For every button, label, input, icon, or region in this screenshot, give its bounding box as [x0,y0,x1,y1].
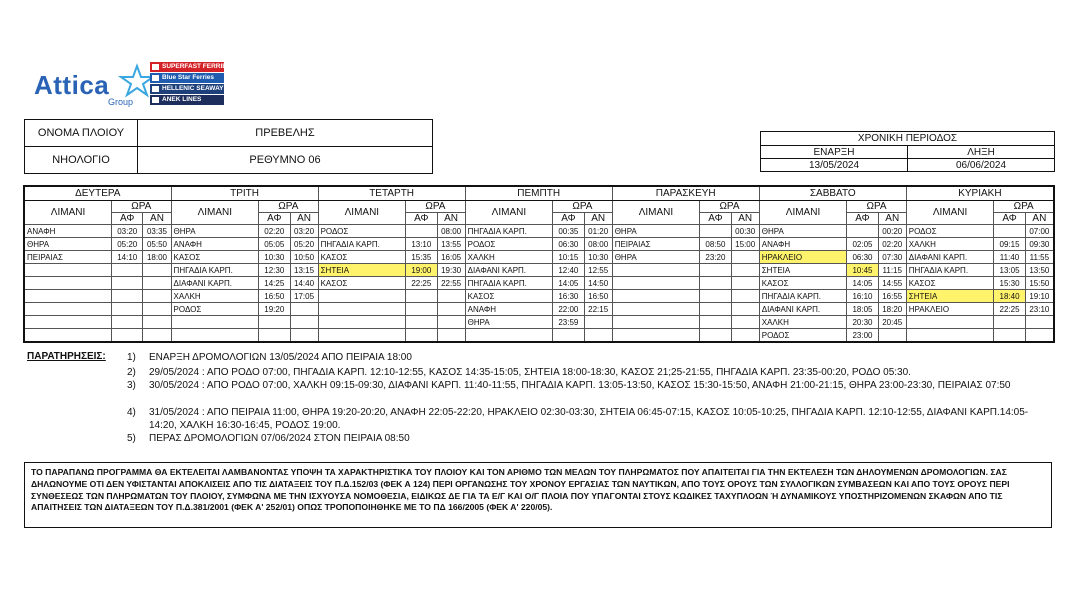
departure-cell: 02:20 [259,225,290,238]
remark-text: 29/05/2024 : ΑΠΟ ΡΟΔΟ 07:00, ΠΗΓΑΔΙΑ ΚΑΡΠ. 12:10-12:55, ΚΑΣΟΣ 14:35-15:05, ΣΗΤΕΙΑ 18:00-18:30, ΚΑΣΟΣ 21;25-21:55, ΠΗΓΑΔΙΑ ΚΑΡΠ. 23:35-00:20, ΡΟΔΟ 05:30. [149,367,911,378]
port-cell: ΠΕΙΡΑΙΑΣ [24,251,112,264]
arrival-cell: 13:15 [290,264,318,277]
departure-cell: 23:59 [553,316,584,329]
time-header: ΩΡΑ [112,201,172,213]
time-header: ΩΡΑ [406,201,466,213]
port-cell [906,329,994,343]
remark-number: 3) [127,380,136,391]
arrival-cell: 18:00 [143,251,171,264]
port-cell: ΠΗΓΑΔΙΑ ΚΑΡΠ. [318,238,406,251]
table-row [24,277,1054,290]
departure-cell [406,316,437,329]
departure-cell [700,316,731,329]
departure-cell [406,329,437,343]
port-cell: ΠΗΓΑΔΙΑ ΚΑΡΠ. [759,290,847,303]
table-row [24,225,1054,238]
port-header: ΛΙΜΑΝΙ [318,201,406,225]
arrival-cell [731,329,759,343]
departure-cell [406,290,437,303]
departure-cell: 02:05 [847,238,878,251]
port-cell: ΧΑΛΚΗ [465,251,553,264]
departure-cell [112,264,143,277]
arrival-cell [437,329,465,343]
departure-cell: 16:30 [553,290,584,303]
port-cell: ΚΑΣΟΣ [171,251,259,264]
table-row [24,290,1054,303]
departure-cell [700,225,731,238]
port-header: ΛΙΜΑΝΙ [24,201,112,225]
departure-cell: 14:10 [112,251,143,264]
departure-header: ΑΦ [994,213,1025,225]
port-cell: ΑΝΑΦΗ [465,303,553,316]
brand-logo: Blue Star Ferries [150,73,224,83]
remark-number: 2) [127,367,136,378]
port-cell [318,329,406,343]
departure-cell: 16:10 [847,290,878,303]
arrival-cell: 08:00 [584,238,612,251]
time-header: ΩΡΑ [700,201,760,213]
port-header: ΛΙΜΑΝΙ [465,201,553,225]
port-cell [318,303,406,316]
remark-item [127,379,1049,392]
port-cell: ΡΟΔΟΣ [318,225,406,238]
departure-cell: 10:30 [259,251,290,264]
port-cell: ΚΑΣΟΣ [465,290,553,303]
arrival-cell: 13:55 [437,238,465,251]
departure-cell: 06:30 [847,251,878,264]
departure-cell [994,316,1025,329]
departure-cell [112,290,143,303]
brand-mark-icon [152,86,159,92]
arrival-cell: 23:10 [1025,303,1054,316]
period-start-label: ΕΝΑΡΞΗ [761,146,908,159]
departure-cell: 22:25 [406,277,437,290]
arrival-cell: 22:15 [584,303,612,316]
departure-cell: 12:40 [553,264,584,277]
period-end-label: ΛΗΞΗ [908,146,1055,159]
day-name: ΤΡΙΤΗ [171,186,318,201]
port-cell: ΣΗΤΕΙΑ [318,264,406,277]
port-cell: ΠΗΓΑΔΙΑ ΚΑΡΠ. [465,277,553,290]
arrival-cell [731,316,759,329]
arrival-header: ΑΝ [290,213,318,225]
arrival-cell: 15:00 [731,238,759,251]
port-cell: ΚΑΣΟΣ [318,277,406,290]
company-logo [30,62,230,112]
port-cell [612,316,700,329]
ship-info-table [24,119,433,174]
departure-cell: 16:50 [259,290,290,303]
arrival-cell [584,329,612,343]
departure-cell [112,303,143,316]
port-cell: ΘΗΡΑ [171,225,259,238]
arrival-cell [290,316,318,329]
arrival-cell: 07:00 [1025,225,1054,238]
departure-cell: 18:05 [847,303,878,316]
port-cell: ΘΗΡΑ [465,316,553,329]
table-row [24,251,1054,264]
remark-text: 31/05/2024 : ΑΠΟ ΠΕΙΡΑΙΑ 11:00, ΘΗΡΑ 19:20-20:20, ΑΝΑΦΗ 22:05-22:20, ΗΡΑΚΛΕΙΟ 02:30-03:30, ΣΗΤΕΙΑ 06:45-07:15, ΚΑΣΟΣ 10:05-10:25, ΠΗΓΑΔΙΑ ΚΑΡΠ. 12:10-12:55, ΔΙΑΦΑΝΙ ΚΑΡΠ.14:05-14:20, ΧΑΛΚΗ 16:30-16:45, ΡΟΔΟΣ 19:00. [149,407,1029,431]
port-cell [612,290,700,303]
remark-item [127,366,1049,379]
table-row [24,303,1054,316]
departure-cell [700,329,731,343]
table-row [24,316,1054,329]
port-cell: ΠΗΓΑΔΙΑ ΚΑΡΠ. [171,264,259,277]
port-cell: ΑΝΑΦΗ [24,225,112,238]
arrival-header: ΑΝ [731,213,759,225]
brand-logo: SUPERFAST FERRIES [150,62,224,72]
departure-cell [700,277,731,290]
arrival-cell [731,251,759,264]
arrival-header: ΑΝ [584,213,612,225]
departure-cell [112,316,143,329]
table-row [24,264,1054,277]
departure-cell: 18:40 [994,290,1025,303]
departure-cell [112,277,143,290]
arrival-cell: 03:35 [143,225,171,238]
departure-cell: 05:20 [112,238,143,251]
port-cell: ΗΡΑΚΛΕΙΟ [759,251,847,264]
port-cell: ΡΟΔΟΣ [759,329,847,343]
arrival-cell: 14:55 [878,277,906,290]
departure-cell: 10:45 [847,264,878,277]
arrival-cell: 09:30 [1025,238,1054,251]
remark-number: 5) [127,433,136,444]
port-header: ΛΙΜΑΝΙ [171,201,259,225]
departure-cell: 03:20 [112,225,143,238]
port-cell [24,329,112,343]
arrival-cell [143,264,171,277]
departure-cell: 12:30 [259,264,290,277]
arrival-cell [437,290,465,303]
arrival-cell [1025,329,1054,343]
arrival-cell [878,329,906,343]
arrival-cell: 14:40 [290,277,318,290]
period-title: ΧΡΟΝΙΚΗ ΠΕΡΙΟΔΟΣ [761,132,1055,146]
port-cell: ΧΑΛΚΗ [906,238,994,251]
port-cell [24,303,112,316]
port-cell: ΠΗΓΑΔΙΑ ΚΑΡΠ. [906,264,994,277]
arrival-cell: 05:20 [290,238,318,251]
departure-header: ΑΦ [112,213,143,225]
port-cell: ΠΕΙΡΑΙΑΣ [612,238,700,251]
arrival-cell: 07:30 [878,251,906,264]
port-cell [318,316,406,329]
arrival-cell [290,303,318,316]
day-name: ΠΕΜΠΤΗ [465,186,612,201]
departure-cell [700,290,731,303]
departure-cell: 05:05 [259,238,290,251]
port-cell: ΔΙΑΦΑΝΙ ΚΑΡΠ. [906,251,994,264]
arrival-header: ΑΝ [437,213,465,225]
departure-cell [700,264,731,277]
departure-cell: 19:00 [406,264,437,277]
arrival-cell [731,303,759,316]
arrival-cell: 10:50 [290,251,318,264]
period-table [760,131,1055,172]
remark-item [127,432,1049,445]
port-header: ΛΙΜΑΝΙ [906,201,994,225]
port-cell: ΣΗΤΕΙΑ [759,264,847,277]
departure-cell: 10:15 [553,251,584,264]
arrival-cell: 14:50 [584,277,612,290]
port-cell: ΑΝΑΦΗ [171,238,259,251]
registry-label: ΝΗΟΛΟΓΙΟ [25,147,138,174]
port-cell [612,277,700,290]
port-cell: ΘΗΡΑ [612,225,700,238]
day-header-row [24,186,1054,201]
departure-cell [553,329,584,343]
arrival-cell [731,277,759,290]
port-cell: ΚΑΣΟΣ [759,277,847,290]
departure-cell [112,329,143,343]
time-header: ΩΡΑ [259,201,319,213]
arrival-cell [143,277,171,290]
arrival-cell: 03:20 [290,225,318,238]
port-cell: ΚΑΣΟΣ [906,277,994,290]
remark-text: ΠΕΡΑΣ ΔΡΟΜΟΛΟΓΙΩΝ 07/06/2024 ΣΤΟΝ ΠΕΙΡΑΙΑ 08:50 [149,433,410,444]
departure-cell: 23:20 [700,251,731,264]
port-cell: ΡΟΔΟΣ [906,225,994,238]
departure-cell [259,329,290,343]
port-cell: ΡΟΔΟΣ [171,303,259,316]
port-cell [24,290,112,303]
port-cell: ΧΑΛΚΗ [759,316,847,329]
port-cell: ΘΗΡΑ [24,238,112,251]
port-cell [318,290,406,303]
departure-cell: 20:30 [847,316,878,329]
departure-cell: 11:40 [994,251,1025,264]
remark-item [127,351,1049,364]
time-header: ΩΡΑ [553,201,613,213]
logo-name: Attica [34,70,110,100]
ship-name-label: ΟΝΟΜΑ ΠΛΟΙΟΥ [25,120,138,147]
port-cell [171,316,259,329]
arrival-cell: 12:55 [584,264,612,277]
period-start: 13/05/2024 [761,159,908,172]
departure-cell: 06:30 [553,238,584,251]
arrival-cell [731,264,759,277]
port-cell [24,316,112,329]
arrival-cell [1025,316,1054,329]
port-cell: ΔΙΑΦΑΝΙ ΚΑΡΠ. [759,303,847,316]
arrival-cell: 16:55 [878,290,906,303]
port-cell: ΡΟΔΟΣ [465,238,553,251]
port-cell [24,277,112,290]
day-name: ΔΕΥΤΕΡΑ [24,186,171,201]
arrival-cell: 10:30 [584,251,612,264]
arrival-cell: 22:55 [437,277,465,290]
departure-cell: 13:05 [994,264,1025,277]
arrival-cell: 19:10 [1025,290,1054,303]
remark-text: ΕΝΑΡΞΗ ΔΡΟΜΟΛΟΓΙΩΝ 13/05/2024 ΑΠΟ ΠΕΙΡΑΙΑ 18:00 [149,352,412,363]
port-cell: ΔΙΑΦΑΝΙ ΚΑΡΠ. [465,264,553,277]
arrival-cell: 00:30 [731,225,759,238]
departure-cell: 22:25 [994,303,1025,316]
arrival-cell [584,316,612,329]
remark-text: 30/05/2024 : ΑΠΟ ΡΟΔΟ 07:00, ΧΑΛΚΗ 09:15-09:30, ΔΙΑΦΑΝΙ ΚΑΡΠ. 11:40-11:55, ΠΗΓΑΔΙΑ ΚΑΡΠ. 13:05-13:50, ΚΑΣΟΣ 15:30-15:50, ΑΝΑΦΗ 21:00-21:15, ΘΗΡΑ 23:00-23:30, ΠΕΙΡΑΙΑΣ 07:50 [149,380,1011,391]
schedule-table [23,185,1055,343]
port-cell [171,329,259,343]
departure-cell: 14:05 [847,277,878,290]
day-name: ΠΑΡΑΣΚΕΥΗ [612,186,759,201]
legal-footer: ΤΟ ΠΑΡΑΠΑΝΩ ΠΡΟΓΡΑΜΜΑ ΘΑ ΕΚΤΕΛΕΙΤΑΙ ΛΑΜΒΑΝΟΝΤΑΣ ΥΠΟΨΗ ΤΑ ΧΑΡΑΚΤΗΡΙΣΤΙΚΑ ΤΟΥ ΠΛΟΙΟΥ ΚΑΙ ΤΟΝ ΑΡΙΘΜΟ ΤΩΝ ΜΕΛΩΝ ΤΟΥ ΠΛΗΡΩΜΑΤΟΣ ΠΟΥ ΑΠΑΙΤΕΙΤΑΙ ΓΙΑ ΤΗΝ ΕΚΤΕΛΕΣΗ ΤΩΝ ΔΗΛΟΥΜΕΝΩΝ ΔΡΟΜΟΛΟΓΙΩΝ. ΣΑΣ ΔΗΛΩΝΟΥΜΕ ΟΤΙ ΔΕΝ ΥΦΙΣΤΑΝΤΑΙ ΑΠΟΚΛΙΣΕΙΣ ΑΠΟ ΤΙΣ ΔΙΑΤΑΞΕΙΣ ΤΟΥ Π.Δ.152/03 (ΦΕΚ Α 124) ΠΕΡΙ ΟΡΓΑΝΩΣΗΣ ΤΟΥ ΧΡΟΝΟΥ ΕΡΓΑΣΙΑΣ ΤΩΝ ΝΑΥΤΙΚΩΝ, ΑΠΟ ΤΟΥΣ ΟΡΟΥΣ ΤΩΝ ΣΥΛΛΟΓΙΚΩΝ ΣΥΜΒΑΣΕΩΝ ΚΑΙ ΑΠΟ ΤΟΥΣ ΟΡΟΥΣ ΠΕΡΙ ΣΥΝΘΕΣΕΩΣ ΤΩΝ ΠΛΗΡΩΜΑΤΩΝ ΤΟΥ ΠΛΟΙΟΥ, ΣΥΜΦΩΝΑ ΜΕ ΤΗΝ ΙΣΧΥΟΥΣΑ ΝΟΜΟΘΕΣΙΑ, ΕΙΔΙΚΩΣ ΔΕ ΓΙΑ ΤΑ Ε/Γ ΚΑΙ Ο/Γ ΠΛΟΙΑ ΠΟΥ ΥΠΑΓΟΝΤΑΙ ΣΤΟΥΣ ΚΩΔΙΚΕΣ ΤΑΧΥΠΛΟΩΝ Ή ΔΥΝΑΜΙΚΟΥΣ ΥΠΟΣΤΗΡΙΖΟΜΕΝΩΝ ΣΚΑΦΩΝ ΑΠΟ ΤΙΣ ΑΠΑΙΤΗΣΕΙΣ ΤΩΝ ΔΙΑΤΑΞΕΩΝ ΤΟΥ Π.Δ.381/2001 (ΦΕΚ Α' 252/01) ΟΠΩΣ ΤΡΟΠΟΠΟΙΗΘΗΚΕ ΜΕ ΤΟ ΠΔ 166/2005 (ΦΕΚ Α' 220/05). [24,462,1052,528]
departure-cell: 08:50 [700,238,731,251]
port-cell [465,329,553,343]
port-header: ΛΙΜΑΝΙ [759,201,847,225]
registry-value: ΡΕΘΥΜΝΟ 06 [138,147,433,174]
departure-cell [994,329,1025,343]
port-cell [612,303,700,316]
port-cell [906,316,994,329]
arrival-cell: 01:20 [584,225,612,238]
day-name: ΤΕΤΑΡΤΗ [318,186,465,201]
arrival-cell: 15:50 [1025,277,1054,290]
departure-cell [406,225,437,238]
port-header: ΛΙΜΑΝΙ [612,201,700,225]
day-name: ΚΥΡΙΑΚΗ [906,186,1054,201]
departure-cell: 14:25 [259,277,290,290]
port-cell: ΣΗΤΕΙΑ [906,290,994,303]
arrival-cell: 17:05 [290,290,318,303]
arrival-cell [143,303,171,316]
arrival-cell [437,303,465,316]
day-name: ΣΑΒΒΑΤΟ [759,186,906,201]
port-cell: ΘΗΡΑ [612,251,700,264]
departure-cell: 22:00 [553,303,584,316]
logo-group: Group [108,97,134,107]
departure-cell [259,316,290,329]
port-cell [24,264,112,277]
departure-cell: 19:20 [259,303,290,316]
departure-cell [700,303,731,316]
port-cell [612,264,700,277]
column-header-row [24,201,1054,213]
departure-header: ΑΦ [700,213,731,225]
port-cell: ΔΙΑΦΑΝΙ ΚΑΡΠ. [171,277,259,290]
remark-number: 4) [127,407,136,418]
departure-cell [847,225,878,238]
arrival-cell: 20:45 [878,316,906,329]
time-header: ΩΡΑ [994,201,1054,213]
remark-item [127,406,1049,432]
departure-cell: 23:00 [847,329,878,343]
departure-cell: 09:15 [994,238,1025,251]
arrival-header: ΑΝ [1025,213,1054,225]
brand-logo: HELLENIC SEAWAYS [150,84,224,94]
arrival-cell: 08:00 [437,225,465,238]
port-cell: ΗΡΑΚΛΕΙΟ [906,303,994,316]
departure-cell: 13:10 [406,238,437,251]
table-row [24,329,1054,343]
departure-cell: 15:35 [406,251,437,264]
remark-number: 1) [127,352,136,363]
time-header: ΩΡΑ [847,201,907,213]
ship-name-value: ΠΡΕΒΕΛΗΣ [138,120,433,147]
port-cell: ΑΝΑΦΗ [759,238,847,251]
brand-mark-icon [152,75,159,81]
brand-mark-icon [152,97,159,103]
departure-cell [994,225,1025,238]
arrival-cell: 05:50 [143,238,171,251]
port-cell: ΚΑΣΟΣ [318,251,406,264]
departure-cell: 00:35 [553,225,584,238]
star-icon [120,64,154,96]
brand-logo: ANEK LINES [150,95,224,105]
arrival-cell: 11:55 [1025,251,1054,264]
departure-header: ΑΦ [406,213,437,225]
remarks-title: ΠΑΡΑΤΗΡΗΣΕΙΣ: [27,351,106,362]
table-row [24,238,1054,251]
arrival-cell: 16:05 [437,251,465,264]
arrival-cell: 16:50 [584,290,612,303]
port-cell: ΧΑΛΚΗ [171,290,259,303]
period-end: 06/06/2024 [908,159,1055,172]
arrival-cell [143,290,171,303]
departure-cell: 15:30 [994,277,1025,290]
departure-header: ΑΦ [847,213,878,225]
arrival-cell: 13:50 [1025,264,1054,277]
departure-header: ΑΦ [553,213,584,225]
arrival-cell: 18:20 [878,303,906,316]
arrival-cell: 19:30 [437,264,465,277]
departure-cell [406,303,437,316]
arrival-header: ΑΝ [878,213,906,225]
arrival-cell [143,316,171,329]
port-cell: ΠΗΓΑΔΙΑ ΚΑΡΠ. [465,225,553,238]
arrival-header: ΑΝ [143,213,171,225]
port-cell [612,329,700,343]
arrival-cell: 00:20 [878,225,906,238]
arrival-cell: 02:20 [878,238,906,251]
departure-cell: 14:05 [553,277,584,290]
arrival-cell: 11:15 [878,264,906,277]
departure-header: ΑΦ [259,213,290,225]
arrival-cell [143,329,171,343]
arrival-cell [437,316,465,329]
brand-list [150,62,231,106]
brand-mark-icon [152,64,159,70]
port-cell: ΘΗΡΑ [759,225,847,238]
arrival-cell [731,290,759,303]
arrival-cell [290,329,318,343]
